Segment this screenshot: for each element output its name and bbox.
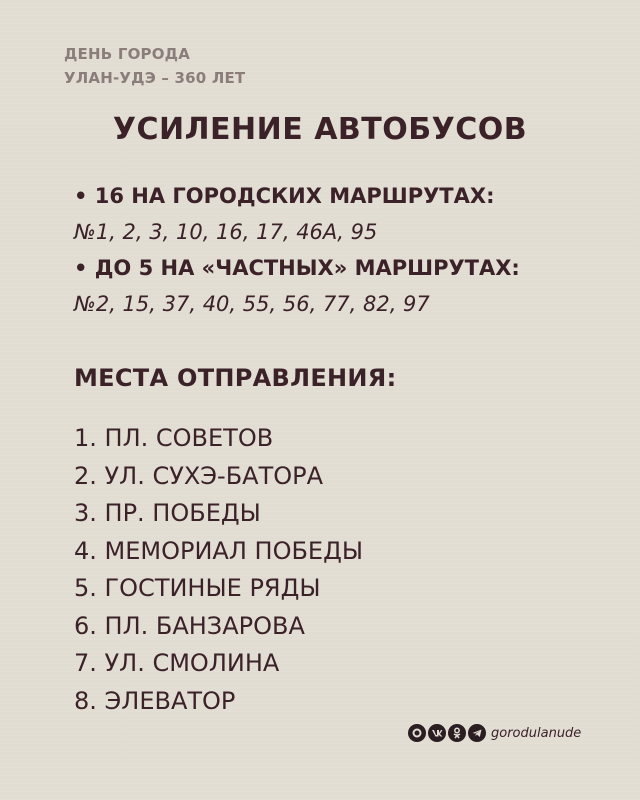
list-item: 1. ПЛ. СОВЕТОВ xyxy=(74,424,274,452)
city-routes-heading: • 16 НА ГОРОДСКИХ МАРШРУТАХ: xyxy=(74,184,495,208)
list-item: 3. ПР. ПОБЕДЫ xyxy=(74,499,261,527)
telegram-icon[interactable] xyxy=(468,724,486,742)
list-item: 2. УЛ. СУХЭ-БАТОРА xyxy=(74,461,324,490)
city-routes-numbers: №1, 2, 3, 10, 16, 17, 46А, 95 xyxy=(74,220,378,244)
social-handle[interactable]: gorodulanude xyxy=(491,725,582,741)
list-item: 7. УЛ. СМОЛИНА xyxy=(74,649,280,677)
odnoklassniki-icon[interactable] xyxy=(448,724,466,742)
routes-block xyxy=(74,178,614,322)
list-item: 6. ПЛ. БАНЗАРОВА xyxy=(74,611,305,640)
social-links xyxy=(408,724,581,742)
page-title: УСИЛЕНИЕ АВТОБУСОВ xyxy=(112,112,528,147)
event-line-1: ДЕНЬ ГОРОДА xyxy=(64,45,191,63)
private-routes-heading: • ДО 5 НА «ЧАСТНЫХ» МАРШРУТАХ: xyxy=(74,256,520,280)
private-routes-numbers: №2, 15, 37, 40, 55, 56, 77, 82, 97 xyxy=(74,292,430,316)
ok-icon[interactable] xyxy=(408,724,426,742)
list-item: 8. ЭЛЕВАТОР xyxy=(74,686,236,715)
event-label xyxy=(64,42,245,90)
list-item: 4. МЕМОРИАЛ ПОБЕДЫ xyxy=(74,536,364,565)
event-line-2: УЛАН-УДЭ – 360 ЛЕТ xyxy=(64,69,246,87)
departure-title: МЕСТА ОТПРАВЛЕНИЯ: xyxy=(74,364,397,392)
departure-list xyxy=(74,420,363,720)
vk-icon[interactable] xyxy=(428,724,446,742)
list-item: 5. ГОСТИНЫЕ РЯДЫ xyxy=(74,574,321,602)
